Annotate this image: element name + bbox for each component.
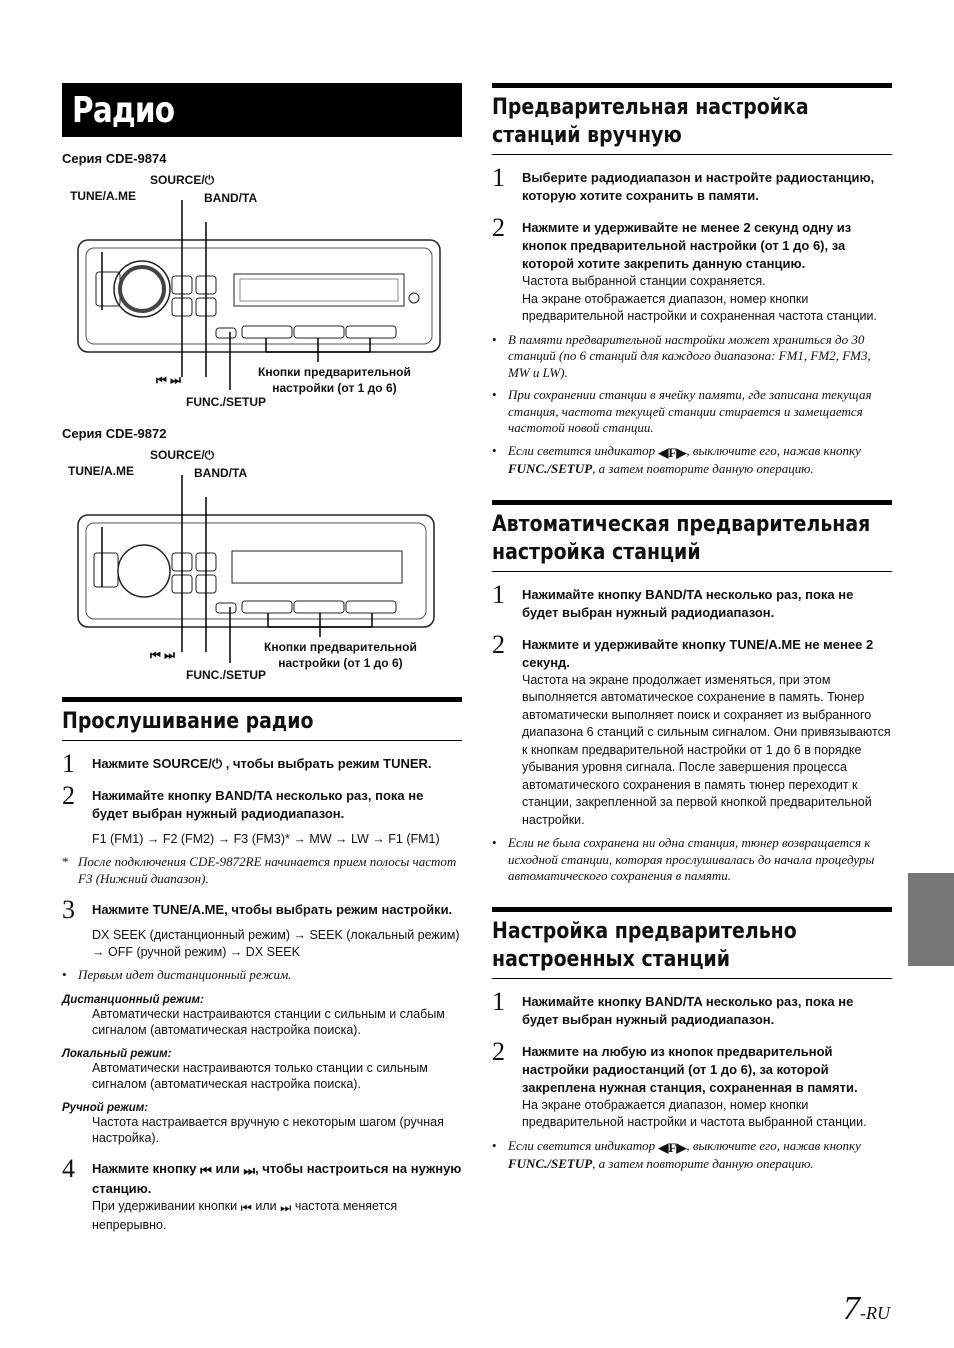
series-cde-9874-label: Серия CDE-9874: [62, 151, 167, 166]
section-heading-auto-preset: Автоматическая предварительная настройка станций: [492, 500, 892, 572]
side-tab: [908, 873, 954, 966]
tune-step-2: 2 Нажмите на любую из кнопок предварительной настройки радиостанций (от 1 до 6), за которой закреплена нужная станция, сохраненная в памяти. На экране отображается диапазон, номер кнопки предварительной настройки и частота выбранной станции.: [492, 1036, 867, 1129]
label-func-2: FUNC./SETUP: [186, 668, 267, 682]
auto-step-1: 1 Нажимайте кнопку BAND/TA несколько раз, пока не будет выбран нужный радиодиапазон.: [492, 579, 854, 620]
label-presets-2: Кнопки предварительной настройки (от 1 до 6): [264, 640, 417, 670]
step-4: 4 Нажмите кнопку ⏮ или ⏭, чтобы настроиться на нужную станцию. При удерживании кнопки ⏮ или ⏭ частота меняется непрерывно.: [62, 1153, 462, 1232]
section-heading-manual-preset: Предварительная настройка станций вручную: [492, 83, 892, 155]
note-memory-capacity: • В памяти предварительной настройки может храниться до 30 станций (по 6 станций для каждого диапазона: FM1, FM2, FM3, MW и LW).: [492, 331, 871, 380]
next-track-icon: ⏭: [243, 1162, 256, 1178]
label-tune-2: TUNE/A.ME: [68, 464, 134, 478]
label-band: BAND/TA: [204, 191, 258, 205]
def-term-manual: Ручной режим:: [62, 1101, 149, 1114]
manual-step-2: 2 Нажмите и удерживайте не менее 2 секунд одну из кнопок предварительной настройки (от 1 до 6), за которой хотите закрепить данную станцию. Частота выбранной станции сохраняется. На экране отображается диапазон, номер кнопки предварительной настройки и сохраненная частота станции.: [492, 213, 877, 323]
manual-step-1: 1 Выберите радиодиапазон и настройте радиостанцию, которую хотите сохранить в памяти.: [492, 163, 875, 203]
left-column: [62, 83, 462, 1235]
f-indicator-icon: ◀F▶: [658, 444, 687, 460]
next-track-icon: ⏭: [280, 1200, 292, 1215]
label-skip-2: ⏮ ⏭: [150, 648, 175, 662]
auto-step-2: 2 Нажмите и удерживайте кнопку TUNE/A.ME не менее 2 секунд. Частота на экране продолжает изменяться, при этом выполняется автоматическое сохранение в память. Тюнер автоматически выполняет поиск и сохраняет из выбранного диапазона 6 станций с сильным сигналом. Они привязываются к кнопкам предварительной настройки от 1 до 6 в порядке убывания уровня сигнала. После завершения процесса автоматического сохранения в память тюнер переходит к станции, закрепленной за первой кнопкой предварительной настройки.: [492, 629, 891, 827]
label-tune: TUNE/A.ME: [70, 189, 136, 203]
label-source-2: SOURCE/⏻: [150, 448, 215, 462]
diagram-cde-9874: [62, 172, 462, 412]
note-f-indicator-1: • Если светится индикатор ◀F▶, выключите его, нажав кнопку FUNC./SETUP, а затем повторите данную операцию.: [492, 442, 861, 476]
tune-step-1: 1 Нажимайте кнопку BAND/TA несколько раз, пока не будет выбран нужный радиодиапазон.: [492, 986, 854, 1027]
def-body-distance: Автоматически настраиваются станции с сильным и слабым сигналом (автоматическая настройка поиска).: [92, 1006, 445, 1037]
label-source: SOURCE/⏻: [150, 173, 215, 187]
section-heading-listening: Прослушивание радио: [62, 697, 462, 741]
def-body-local: Автоматически настраиваются только станции с сильным сигналом (автоматическая настройка поиска).: [92, 1060, 428, 1091]
prev-track-icon: ⏮: [200, 1162, 212, 1178]
step-1: 1 Нажмите SOURCE/⏻ , чтобы выбрать режим TUNER.: [62, 749, 432, 778]
label-band-2: BAND/TA: [194, 466, 248, 480]
diagram-cde-9872: [62, 447, 462, 683]
step-2: 2 Нажимайте кнопку BAND/TA несколько раз, пока не будет выбран нужный радиодиапазон.: [62, 781, 424, 821]
step-3: 3 Нажмите TUNE/A.ME, чтобы выбрать режим настройки.: [62, 895, 453, 924]
right-column: [492, 83, 892, 1173]
def-term-local: Локальный режим:: [62, 1047, 172, 1060]
label-presets: Кнопки предварительной настройки (от 1 до 6): [258, 365, 411, 395]
def-body-manual: Частота настраивается вручную с некоторым шагом (ручная настройка).: [92, 1114, 444, 1145]
label-skip: ⏮ ⏭: [156, 373, 181, 387]
page-title: Радио: [62, 83, 462, 137]
note-no-station: • Если не была сохранена ни одна станция, тюнер возвращается к исходной станции, которая прослушивалась до начала процедуры автоматического сохранения в памяти.: [492, 835, 875, 883]
def-term-distance: Дистанционный режим:: [62, 993, 204, 1006]
note-distance-first: • Первым идет дистанционный режим.: [62, 967, 292, 982]
prev-track-icon: ⏮: [240, 1200, 252, 1215]
section-heading-tune-preset: Настройка предварительно настроенных станций: [492, 907, 892, 979]
band-sequence: F1 (FM1) → F2 (FM2) → F3 (FM3)* → MW → LW → F1 (FM1): [92, 832, 440, 846]
label-func: FUNC./SETUP: [186, 395, 267, 409]
note-cde-9872re: * После подключения CDE-9872RE начинается прием полосы частот F3 (Нижний диапазон).: [62, 854, 457, 886]
series-cde-9872-label: Серия CDE-9872: [62, 426, 167, 441]
f-indicator-icon: ◀F▶: [658, 1139, 687, 1155]
note-f-indicator-2: • Если светится индикатор ◀F▶, выключите его, нажав кнопку FUNC./SETUP, а затем повторите данную операцию.: [492, 1137, 861, 1171]
note-overwrite: • При сохранении станции в ячейку памяти, где записана текущая станция, частота текущей станции стирается и замещается частотой новой станции.: [492, 387, 872, 435]
page-number: 7-RU: [843, 1290, 890, 1327]
mode-sequence: DX SEEK (дистанционный режим) → SEEK (локальный режим) → OFF (ручной режим) → DX SEEK: [92, 928, 460, 959]
